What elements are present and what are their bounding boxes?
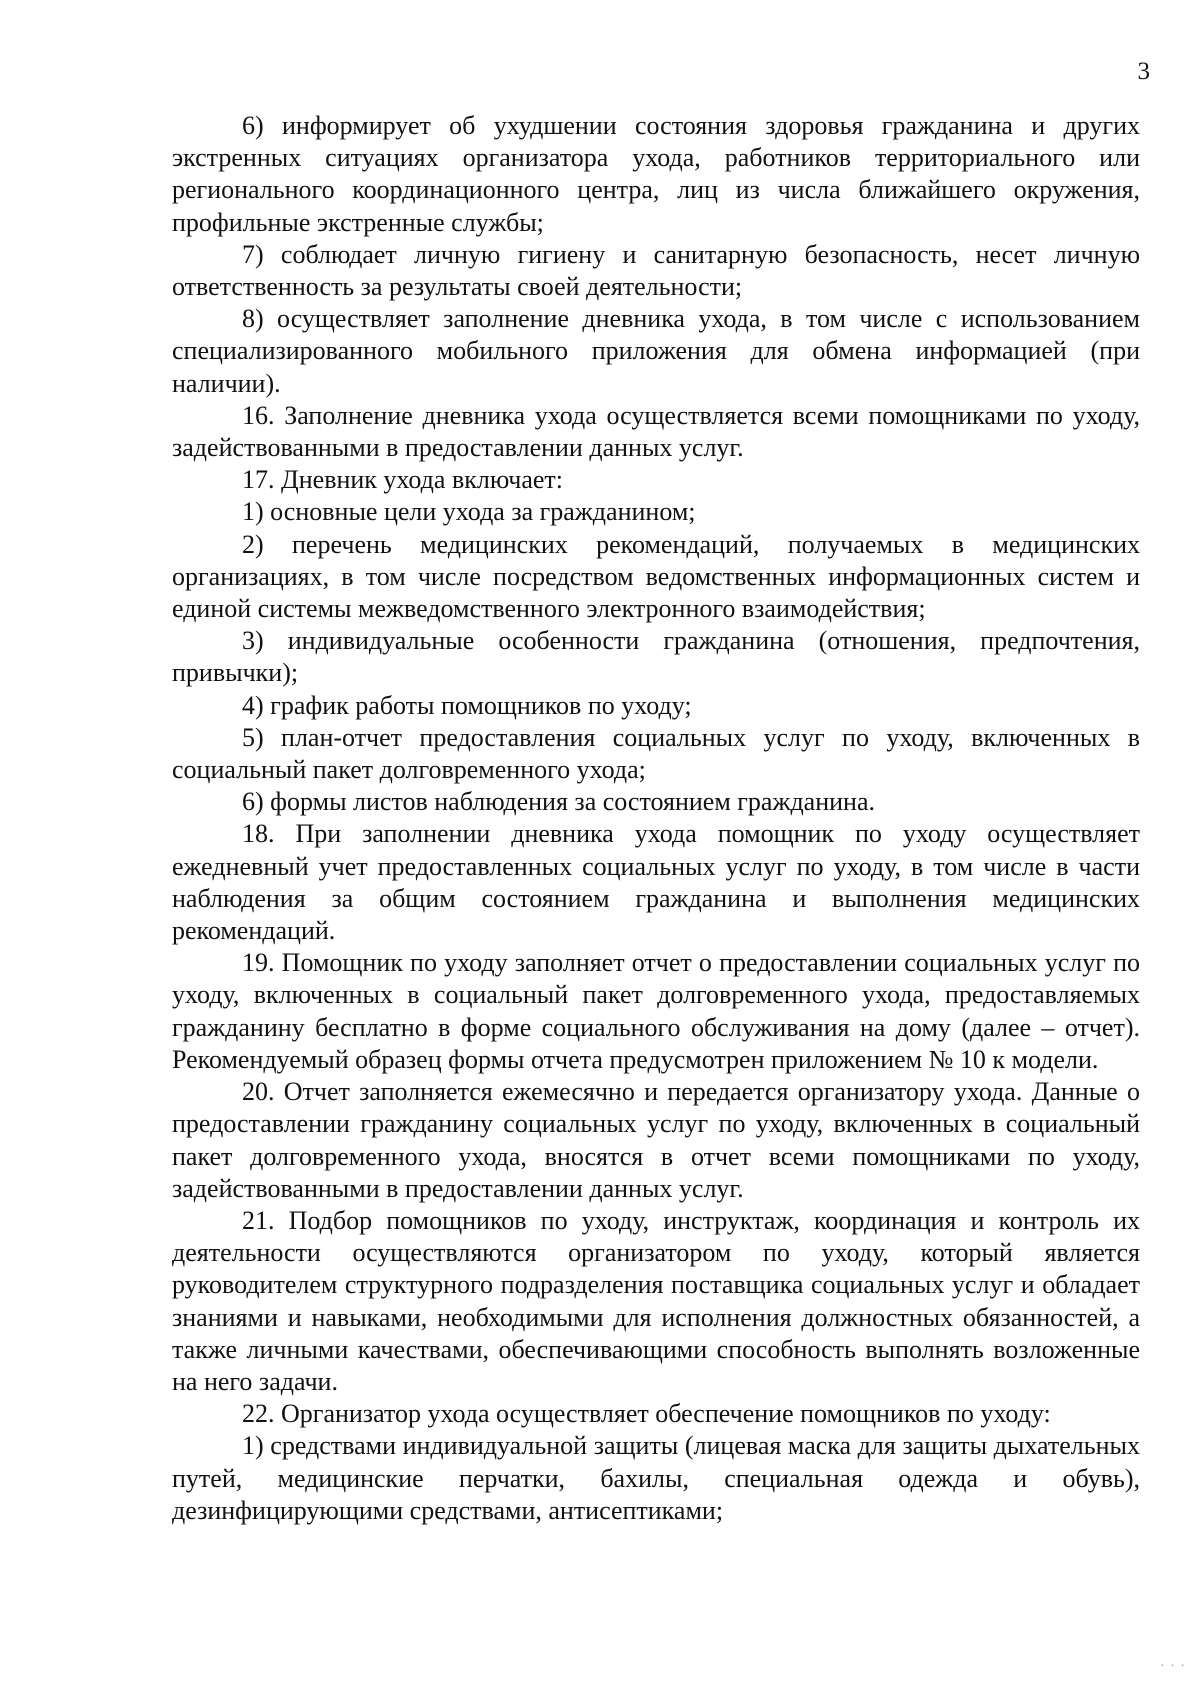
paragraph-clause-17-item-1: 1) основные цели ухода за гражданином; <box>242 497 696 527</box>
paragraph-clause-20: 20. Отчет заполняется ежемесячно и передается организатору ухода. Данные о предоставлении гражданину социальных услуг по уходу, включенных в социальный пакет долговременного ухода, вносятся в отчет всеми помощниками по уходу, задействованными в предоставлении данных услуг. <box>172 1077 1140 1203</box>
paragraph-clause-17-item-2: 2) перечень медицинских рекомендаций, получаемых в медицинских организациях, в том числе посредством ведомственных информационных систем и единой системы межведомственного электронного взаимодействия; <box>172 529 1140 624</box>
paragraph-item-8: 8) осуществляет заполнение дневника ухода, в том числе с использованием специализированного мобильного приложения для обмена информацией (при наличии). <box>172 304 1140 398</box>
paragraph-clause-19: 19. Помощник по уходу заполняет отчет о предоставлении социальных услуг по уходу, включенных в социальный пакет долговременного ухода, предоставляемых гражданину бесплатно в форме социального обслуживания на дому (далее – отчет). Рекомендуемый образец формы отчета предусмотрен приложением № 10 к модели. <box>172 948 1140 1074</box>
paragraph-clause-17-item-4: 4) график работы помощников по уходу; <box>242 690 692 720</box>
paragraph-clause-17-item-5: 5) план-отчет предоставления социальных услуг по уходу, включенных в социальный пакет долговременного ухода; <box>172 722 1140 785</box>
paragraph-clause-17-item-3: 3) индивидуальные особенности гражданина (отношения, предпочтения, привычки); <box>172 626 1140 688</box>
paragraph-item-7: 7) соблюдает личную гигиену и санитарную безопасность, несет личную ответственность за результаты своей деятельности; <box>172 239 1140 302</box>
paragraph-clause-18: 18. При заполнении дневника ухода помощник по уходу осуществляет ежедневный учет предоставленных социальных услуг по уходу, в том числе в части наблюдения за общим состоянием гражданина и выполнения медицинских рекомендаций. <box>172 819 1140 946</box>
paragraph-clause-22-item-1: 1) средствами индивидуальной защиты (лицевая маска для защиты дыхательных путей, медицинские перчатки, бахилы, специальная одежда и обувь), дезинфицирующими средствами, антисептиками; <box>172 1431 1140 1525</box>
paragraph-clause-17-item-6: 6) формы листов наблюдения за состоянием гражданина. <box>242 787 875 817</box>
page-number: 3 <box>1137 58 1150 85</box>
paragraph-clause-16: 16. Заполнение дневника ухода осуществляется всеми помощниками по уходу, задействованными в предоставлении данных услуг. <box>172 400 1140 463</box>
paragraph-clause-17: 17. Дневник ухода включает: <box>242 465 564 495</box>
paragraph-clause-22: 22. Организатор ухода осуществляет обеспечение помощников по уходу: <box>242 1399 1051 1429</box>
scan-artifact-mark: · · · <box>1160 1659 1186 1674</box>
document-body <box>172 110 1140 1527</box>
paragraph-clause-21: 21. Подбор помощников по уходу, инструктаж, координация и контроль их деятельности осуществляются организатором по уходу, который является руководителем структурного подразделения поставщика социальных услуг и обладает знаниями и навыками, необходимыми для исполнения должностных обязанностей, а также личными качествами, обеспечивающими способность выполнять возложенные на него задачи. <box>172 1205 1140 1396</box>
paragraph-item-6: 6) информирует об ухудшении состояния здоровья гражданина и других экстренных ситуациях организатора ухода, работников территориального или регионального координационного центра, лиц из числа ближайшего окружения, профильные экстренные службы; <box>172 111 1140 237</box>
